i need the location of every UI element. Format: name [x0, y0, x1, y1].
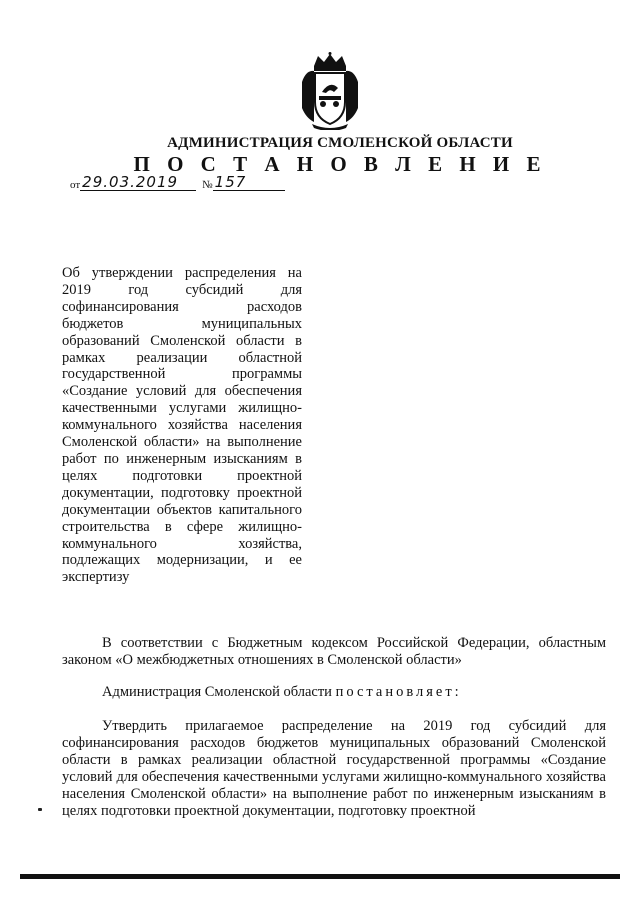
margin-mark	[38, 808, 42, 811]
date-label: от	[70, 179, 81, 191]
paragraph-legal-basis: В соответствии с Бюджетным кодексом Российской Федерации, областным законом «О межбюджетных отношениях в Смоленской области»	[62, 635, 606, 668]
resolution-lead: Администрация Смоленской области	[102, 684, 336, 700]
document-title: Об утверждении распределения на 2019 год субсидий для софинансирования расходов бюджетов муниципальных образований Смоленской области в рамках реализации областной государственной программы «Создание условий для обеспечения качественными услугами жилищно-коммунального хозяйства населения Смоленской области» на выполнение работ по инженерным изысканиям в целях подготовки проектной документации, подготовку проектной документации объектов капитального строительства в сфере жилищно-коммунального хозяйства, подлежащих модернизации, и ее экспертизу	[62, 265, 302, 586]
bottom-rule	[20, 874, 620, 879]
number-label: №	[202, 179, 213, 191]
organization-name: АДМИНИСТРАЦИЯ СМОЛЕНСКОЙ ОБЛАСТИ	[167, 135, 513, 151]
date-number-line	[70, 174, 285, 191]
paragraph-resolution	[62, 684, 606, 701]
date-value: 29.03.2019	[80, 174, 196, 191]
paragraph-approval: Утвердить прилагаемое распределение на 2019 год субсидий для софинансирования расходов бюджетов муниципальных образований Смоленской области в рамках реализации областной государственной программы «Создание условий для обеспечения качественными услугами жилищно-коммунального хозяйства населения Смоленской области» на выполнение работ по инженерным изысканиям в целях подготовки проектной документации, подготовку проектной	[62, 718, 606, 819]
document-type: П О С Т А Н О В Л Е Н И Е	[133, 152, 547, 176]
smolensk-coat-of-arms-icon	[300, 52, 360, 130]
resolution-action: постановляет:	[335, 684, 462, 700]
number-value: 157	[213, 174, 285, 191]
